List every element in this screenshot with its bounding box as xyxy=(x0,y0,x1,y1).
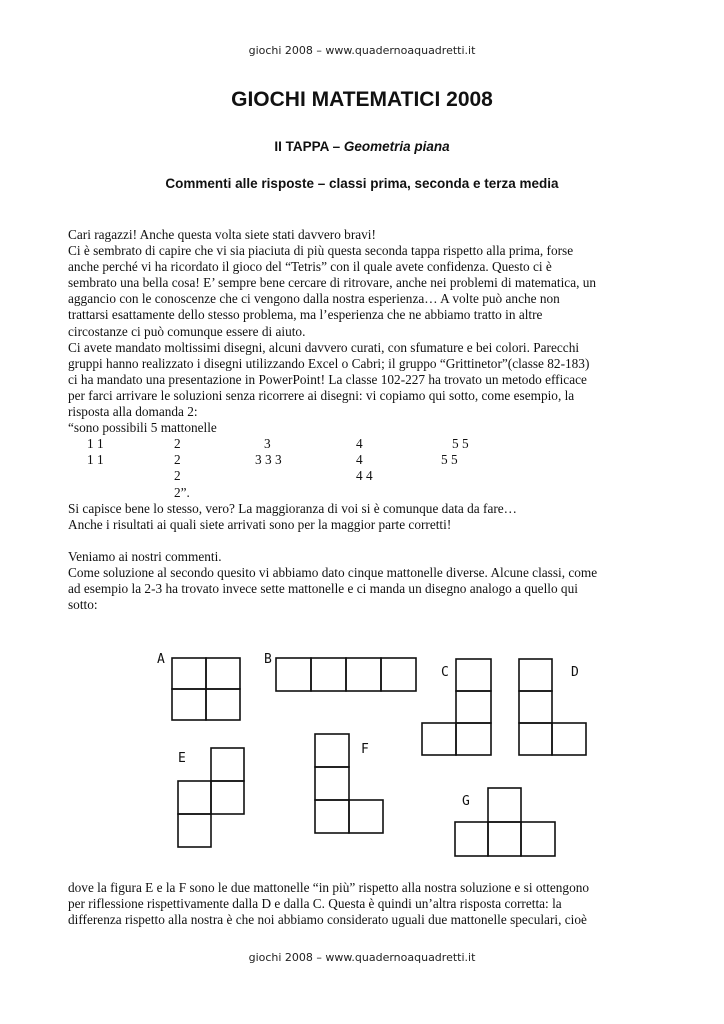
answer-cell: 2 xyxy=(174,468,181,484)
text-line: Anche i risultati ai quali siete arrivati sono per la maggior parte corretti! xyxy=(68,516,452,532)
answer-cell: 4 xyxy=(356,436,363,452)
answer-cell: 1 1 xyxy=(87,436,104,452)
answer-cell: 3 xyxy=(264,436,271,452)
tile-e xyxy=(178,748,244,847)
stage-topic: Geometria piana xyxy=(343,139,450,154)
tile-label-c: C xyxy=(441,665,449,680)
text-line: anche perché vi ha ricordato il gioco del “Tetris” con il quale avete confidenza. Questo ci è xyxy=(68,259,552,275)
answer-cell: 3 3 3 xyxy=(255,452,282,468)
page-footer: giochi 2008 – www.quadernoaquadretti.it xyxy=(248,951,476,964)
tile-label-d: D xyxy=(571,665,579,680)
tile-a xyxy=(172,658,240,720)
text-line: Si capisce bene lo stesso, vero? La maggioranza di voi si è comunque data da fare… xyxy=(68,500,517,516)
tile-b xyxy=(276,658,416,691)
answer-cell: 5 5 xyxy=(452,436,469,452)
tile-f xyxy=(315,734,383,833)
tile-label-f: F xyxy=(361,742,369,757)
tile-label-e: E xyxy=(178,751,186,766)
answer-cell: 2”. xyxy=(174,484,190,500)
closing-text xyxy=(68,880,668,928)
text-line: Ci avete mandato moltissimi disegni, alcuni davvero curati, con sfumature e bei colori. Parecchi xyxy=(68,339,580,355)
text-line: trattarsi esattamente dello stesso problema, ma l’esperienza che ne abbiamo tratto in altre xyxy=(68,307,543,323)
text-line: ad esempio la 2-3 ha trovato invece sette mattonelle e ci manda un disegno analogo a quello qui xyxy=(68,580,578,596)
comments-subtitle: Commenti alle risposte – classi prima, seconda e terza media xyxy=(165,176,559,191)
tile-label-b: B xyxy=(264,652,272,667)
answer-cell: 4 xyxy=(356,452,363,468)
answer-cell: 2 xyxy=(174,452,181,468)
tile-label-g: G xyxy=(462,794,470,809)
page-title: GIOCHI MATEMATICI 2008 xyxy=(231,88,493,111)
text-line: sembrato una bella cosa! E’ sempre bene cercare di ritrovare, anche nei problemi di matematica, un xyxy=(68,275,597,291)
answer-cell: 1 1 xyxy=(87,452,104,468)
text-line: risposta alla domanda 2: xyxy=(68,404,198,420)
text-line: “sono possibili 5 mattonelle xyxy=(68,420,217,436)
text-line: dove la figura E e la F sono le due mattonelle “in più” rispetto alla nostra soluzione e si ottengono xyxy=(68,880,590,895)
tile-c xyxy=(422,659,491,755)
text-line: aggancio con le conoscenze che ci vengono dalla nostra esperienza… A volte può anche non xyxy=(68,291,560,307)
tile-label-a: A xyxy=(157,652,165,667)
text-line: Come soluzione al secondo quesito vi abbiamo dato cinque mattonelle diverse. Alcune classi, come xyxy=(68,564,598,580)
text-line: circostanze ci può comunque essere di aiuto. xyxy=(68,323,306,339)
text-line: differenza rispetto alla nostra è che noi abbiamo considerato uguali due mattonelle speculari, cioè xyxy=(68,912,587,928)
text-line: ci ha mandato una presentazione in PowerPoint! La classe 102-227 ha trovato un metodo efficace xyxy=(68,371,587,387)
tile-g xyxy=(455,788,555,856)
answer-cell: 5 5 xyxy=(441,452,458,468)
text-line: sotto: xyxy=(68,597,98,613)
page-header: giochi 2008 – www.quadernoaquadretti.it xyxy=(248,44,476,57)
answer-cell: 4 4 xyxy=(356,468,373,484)
text-line: per riflessione rispettivamente dalla D e dalla C. Questa è quindi un’altra risposta corretta: la xyxy=(68,896,562,912)
stage-label: II TAPPA – xyxy=(274,139,341,154)
answer-cell: 2 xyxy=(174,436,181,452)
text-line: Ci è sembrato di capire che vi sia piaciuta di più questa seconda tappa rispetto alla prima, forse xyxy=(68,243,574,259)
text-line: gruppi hanno realizzato i disegni utilizzando Excel o Cabri; il gruppo “Grittinetor”(classe 82-183) xyxy=(68,355,590,371)
text-line: per farci arrivare le soluzioni senza ricorrere ai disegni: vi copiamo qui sotto, come esempio, la xyxy=(68,387,575,403)
text-line: Veniamo ai nostri commenti. xyxy=(68,548,222,564)
text-line: Cari ragazzi! Anche questa volta siete stati davvero bravi! xyxy=(68,227,376,242)
